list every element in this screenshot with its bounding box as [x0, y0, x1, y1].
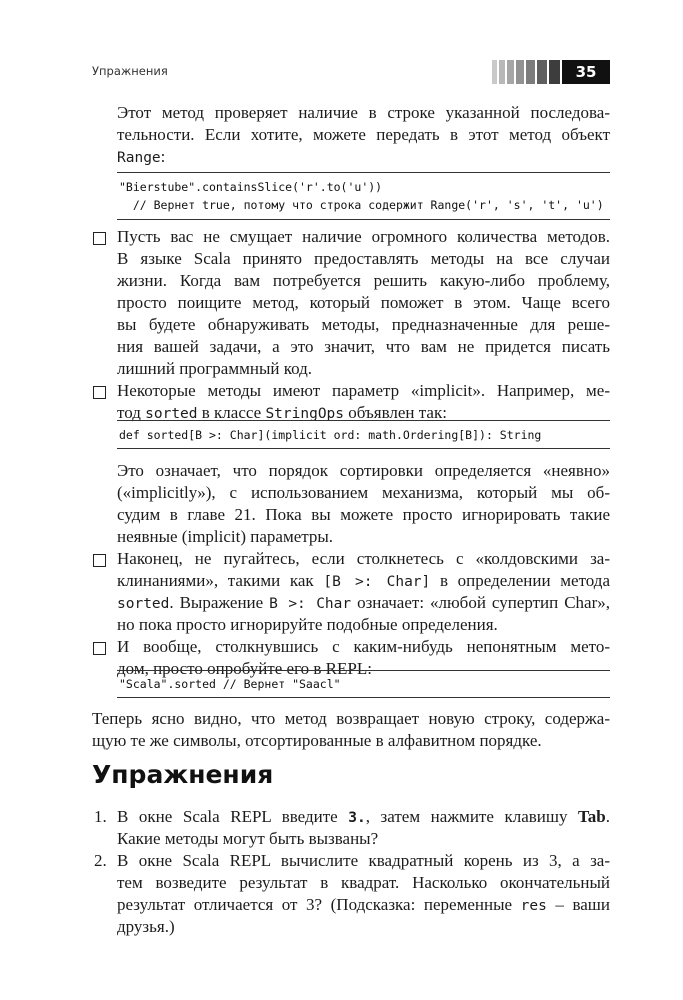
text-line	[117, 894, 610, 918]
code-block-3	[117, 670, 610, 698]
text-line: Это означает, что порядок сортировки определяется «неявно»	[117, 461, 610, 480]
text-line: В окне Scala REPL вычислите квадратный корень из 3, а за-	[117, 851, 610, 870]
inline-code: [B >: Char]	[323, 574, 431, 590]
text-line: Наконец, не пугайтесь, если столкнетесь с «колдовскими за-	[117, 549, 610, 568]
text-line: В языке Scala принято предоставлять методы на все случаи	[117, 249, 610, 268]
text-line: тельности. Если хотите, можете передать в этот метод объект	[117, 125, 610, 144]
text-span: .	[605, 807, 610, 826]
code-block-2	[117, 420, 610, 449]
checkbox-bullet-icon	[93, 554, 106, 567]
running-head: Упражнения	[92, 64, 168, 78]
header-decoration-stripes	[492, 60, 562, 84]
text-span: тод	[117, 403, 146, 422]
checkbox-bullet-icon	[93, 232, 106, 245]
text-line: («implicitly»), с использованием механизма, который мы об-	[117, 483, 610, 502]
text-line	[117, 570, 610, 594]
text-line: неявные (implicit) параметры.	[117, 527, 334, 546]
text-line	[117, 146, 610, 170]
text-span: В окне Scala REPL введите	[117, 807, 349, 826]
text-line: просто поищите метод, который поможет в этом. Чаще всего	[117, 293, 610, 312]
text-span: результат отличается от 3? (Подсказка: переменные	[117, 895, 521, 914]
text-span: означает: «любой супертип Char»,	[351, 593, 610, 612]
code-line: "Bierstube".containsSlice('r'.to('u'))	[119, 180, 383, 194]
inline-code: StringOps	[265, 406, 345, 422]
text-line: жизни. Когда вам потребуется решить какую-либо проблему,	[117, 271, 610, 290]
checkbox-bullet-icon	[93, 642, 106, 655]
text-line: вы будете обнаруживать методы, предназначенные для реше-	[117, 315, 610, 334]
text-span: – ваши	[546, 895, 610, 914]
inline-code: 3.	[348, 810, 366, 826]
text-line	[117, 806, 610, 830]
inline-code: B >: Char	[269, 596, 352, 612]
text-span: , затем нажмите клавишу	[365, 807, 579, 826]
inline-code: sorted	[145, 406, 198, 422]
text-line: тем возведите результат в квадрат. Насколько окончательный	[117, 873, 610, 892]
text-line: И вообще, столкнувшись с каким-нибудь непонятным мето-	[117, 637, 610, 656]
text-span: . Выражение	[169, 593, 270, 612]
text-line: но пока просто игнорируйте подобные определения.	[117, 615, 498, 634]
text-line: Пусть вас не смущает наличие огромного количества методов.	[117, 227, 610, 246]
text-line: Этот метод проверяет наличие в строке указанной последова-	[117, 103, 610, 122]
text-line: ния вашей задачи, а это значит, что вам не придется писать	[117, 337, 610, 356]
text-span: клинаниями», такими как	[117, 571, 324, 590]
text-line: Какие методы могут быть вызваны?	[117, 829, 379, 848]
text-span: в классе	[197, 403, 266, 422]
code-line: "Scala".sorted // Вернет "Saacl"	[119, 677, 341, 691]
code-line: def sorted[B >: Char](implicit ord: math.Ordering[B]): String	[119, 428, 542, 442]
text-line: Некоторые методы имеют параметр «implicit». Например, ме-	[117, 381, 610, 400]
text-line: судим в главе 21. Пока вы можете просто игнорировать такие	[117, 505, 610, 524]
inline-code: sorted	[117, 596, 170, 612]
text-span: :	[160, 147, 166, 166]
text-span: в определении метода	[430, 571, 610, 590]
inline-code: res	[520, 898, 547, 914]
text-line: лишний программный код.	[117, 359, 313, 378]
code-line: // Вернет true, потому что строка содержит Range('r', 's', 't', 'u')	[119, 198, 604, 212]
list-number: 1.	[94, 807, 107, 826]
text-line	[117, 592, 610, 616]
text-span: объявлен так:	[344, 403, 447, 422]
key-name: Tab	[578, 807, 606, 826]
code-block-1	[117, 172, 610, 220]
list-number: 2.	[94, 851, 107, 870]
inline-code: Range	[117, 150, 161, 166]
text-line: Теперь ясно видно, что метод возвращает новую строку, содержа-	[92, 709, 610, 728]
section-heading: Упражнения	[92, 760, 274, 789]
checkbox-bullet-icon	[93, 386, 106, 399]
text-line: щую те же символы, отсортированные в алфавитном порядке.	[92, 731, 542, 750]
text-line: друзья.)	[117, 917, 175, 936]
page-number: 35	[562, 60, 610, 84]
text-line: дом, просто опробуйте его в REPL:	[117, 659, 372, 678]
